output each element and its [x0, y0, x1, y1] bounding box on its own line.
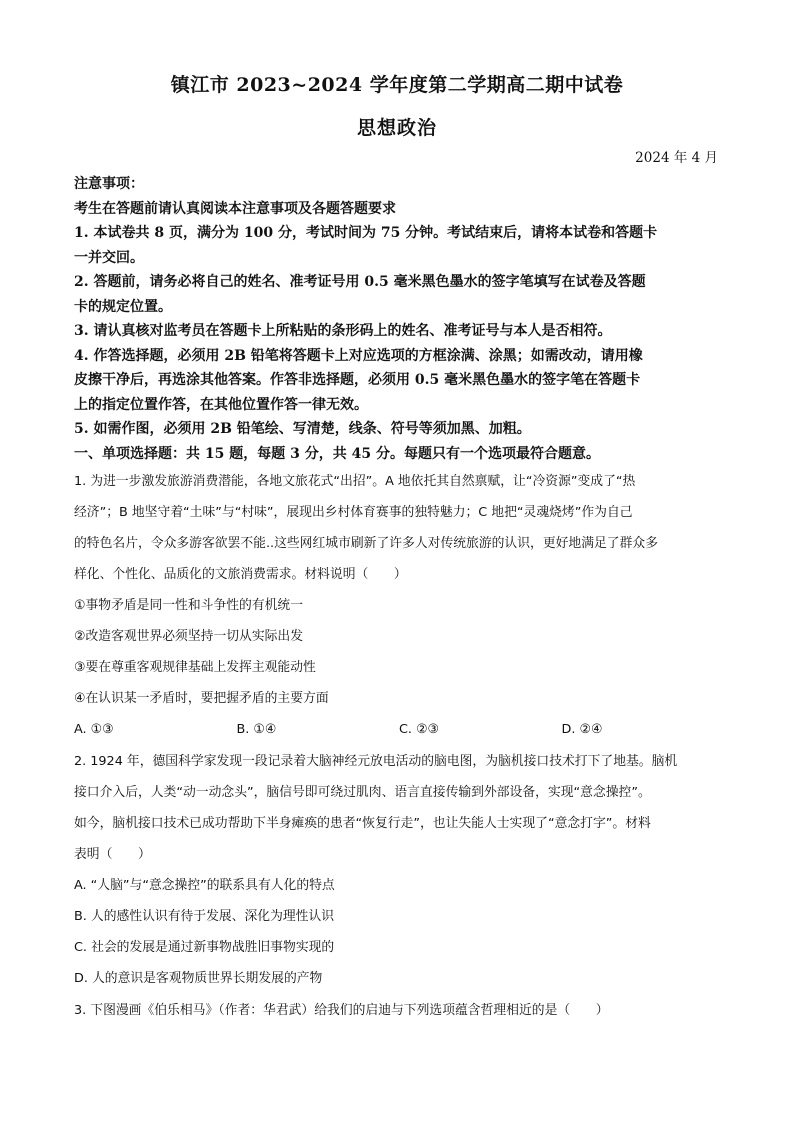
notes-line: 1. 本试卷共 8 页，满分为 100 分，考试时间为 75 分钟。考试结束后，请将本试卷和答题卡	[74, 225, 658, 241]
question-text-line: 1. 为进一步激发旅游消费潜能，各地文旅花式“出招”。A 地依托其自然禀赋，让“冷资源”变成了“热	[74, 474, 636, 489]
subject-title: 思想政治	[356, 117, 437, 139]
exam-title: 镇江市 2023~2024 学年度第二学期高二期中试卷	[170, 74, 624, 96]
notes-line: 卡的规定位置。	[74, 298, 172, 315]
question-text-line: 3. 下图漫画《伯乐相马》（作者：华君武）给我们的启迪与下列选项蕴含哲理相近的是（ ）	[74, 1003, 609, 1018]
statement-item: ①事物矛盾是同一性和斗争性的有机统一	[74, 598, 304, 613]
notes-line: 上的指定位置作答，在其他位置作答一律无效。	[74, 396, 368, 413]
notes-line: 考生在答题前请认真阅读本注意事项及各题答题要求	[74, 200, 396, 217]
statement-item: ②改造客观世界必须坚持一切从实际出发	[74, 629, 304, 644]
question-3	[74, 995, 724, 1026]
option-c: C. ②③	[399, 722, 440, 737]
option-c: C. 社会的发展是通过新事物战胜旧事物实现的	[74, 940, 335, 955]
option-a: A. “人脑”与“意念操控”的联系具有人化的特点	[74, 878, 335, 893]
section-heading: 一、单项选择题：共 15 题，每题 3 分，共 45 分。每题只有一个选项最符合题意。	[74, 445, 600, 462]
option-d: D. ②④	[561, 722, 603, 737]
option-d: D. 人的意识是客观物质世界长期发展的产物	[74, 971, 323, 986]
notes-line: 3. 请认真核对监考员在答题卡上所粘贴的条形码上的姓名、准考证号与本人是否相符。	[74, 323, 612, 339]
question-text-line: 样化、个性化、品质化的文旅消费需求。材料说明（ ）	[74, 567, 407, 582]
notes-line: 一并交回。	[74, 249, 144, 266]
question-text-line: 接口介入后，人类“动一动念头”，脑信号即可绕过肌肉、语言直接传输到外部设备，实现“意念操控”。	[74, 785, 651, 800]
statement-item: ④在认识某一矛盾时，要把握矛盾的主要方面	[74, 691, 329, 706]
option-b: B. 人的感性认识有待于发展、深化为理性认识	[74, 909, 335, 924]
question-text-line: 的特色名片，令众多游客欲罢不能..这些网红城市刷新了许多人对传统旅游的认识，更好地满足了群众多	[74, 536, 658, 551]
notes-line: 4. 作答选择题，必须用 2B 铅笔将答题卡上对应选项的方框涂满、涂黑；如需改动，请用橡	[74, 347, 643, 364]
question-text-line: 2. 1924 年，德国科学家发现一段记录着大脑神经元放电活动的脑电图，为脑机接口技术打下了地基。脑机	[74, 754, 678, 769]
notes-heading: 注意事项：	[74, 176, 144, 192]
notes-line: 2. 答题前，请务必将自己的姓名、准考证号用 0.5 毫米黑色墨水的签字笔填写在试卷及答题	[74, 274, 646, 290]
notes-line: 皮擦干净后，再选涂其他答案。作答非选择题，必须用 0.5 毫米黑色墨水的签字笔在答题卡	[74, 372, 641, 388]
statement-item: ③要在尊重客观规律基础上发挥主观能动性	[74, 660, 316, 675]
answer-options	[74, 714, 724, 745]
option-a: A. ①③	[74, 722, 114, 737]
question-1	[74, 466, 724, 745]
option-b: B. ①④	[236, 722, 277, 737]
question-text-line: 经济”；B 地坚守着“土味”与“村味”，展现出乡村体育赛事的独特魅力；C 地把“灵魂烧烤”作为自己	[74, 505, 633, 520]
question-text-line: 如今，脑机接口技术已成功帮助下半身瘫痪的患者“恢复行走”，也让失能人士实现了“意念打字”。材料	[74, 816, 651, 831]
question-text-line: 表明（ ）	[74, 847, 151, 862]
notes-line: 5. 如需作图，必须用 2B 铅笔绘、写清楚，线条、符号等须加黑、加粗。	[74, 421, 531, 437]
notes-block	[74, 172, 724, 466]
exam-date: 2024 年 4 月	[635, 150, 718, 166]
question-2	[74, 746, 724, 994]
